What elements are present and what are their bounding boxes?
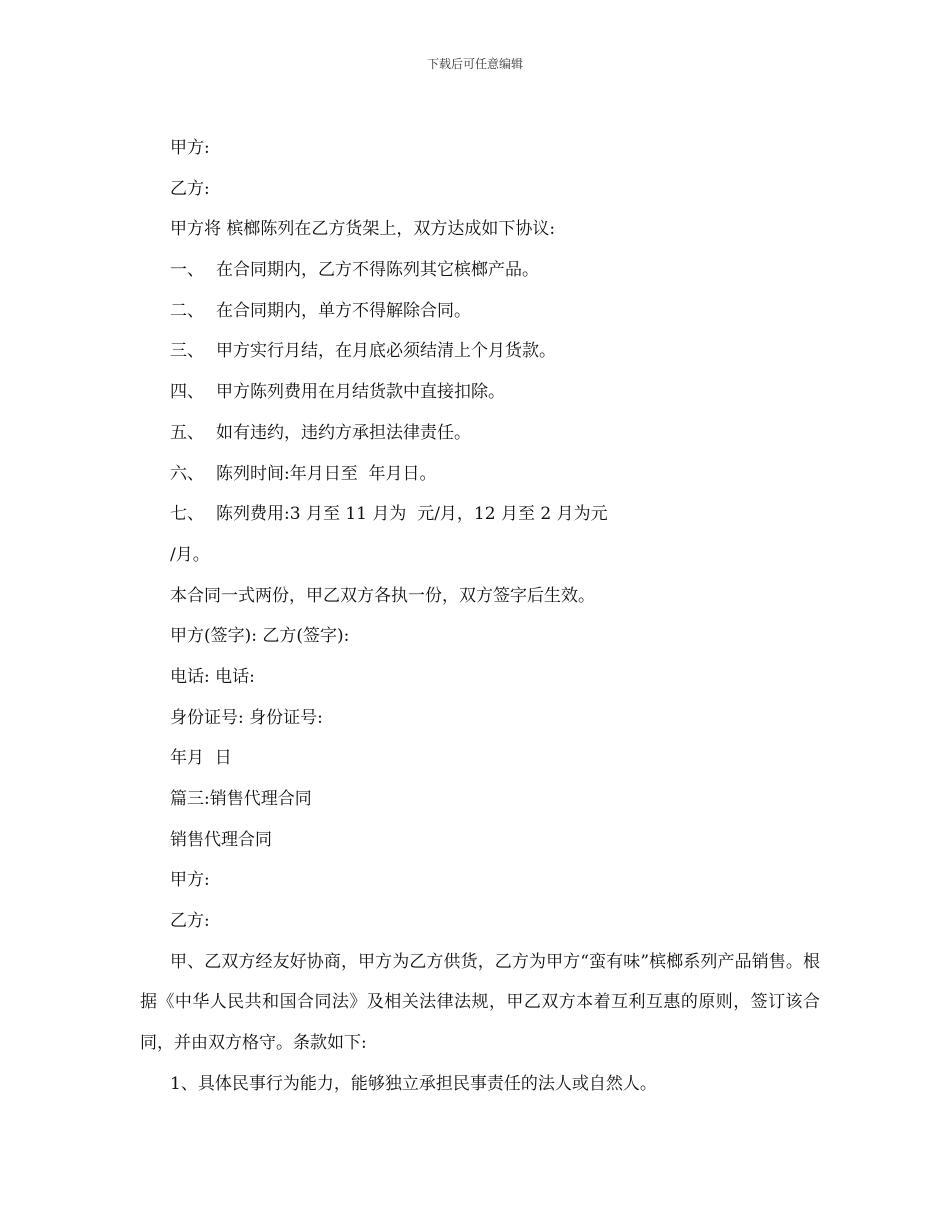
clause-number: 二、 — [170, 300, 204, 321]
header-note: 下载后可任意编辑 — [426, 57, 523, 71]
agreement-intro: 甲方将 槟榔陈列在乙方货架上，双方达成如下协议: — [170, 219, 556, 240]
clause-text: 如有违约，违约方承担法律责任。 — [216, 422, 471, 443]
clause-item — [140, 331, 820, 372]
clause-continuation: /月。 — [170, 544, 210, 565]
clause-number: 七、 — [170, 504, 204, 525]
party-a-line: 甲方: — [170, 870, 210, 891]
clause-number: 一、 — [170, 260, 204, 281]
signature-line: 甲方(签字): 乙方(签字): — [170, 626, 350, 647]
document-body — [140, 128, 820, 1105]
party-a-line: 甲方: — [170, 138, 210, 158]
clause-text: 在合同期内，单方不得解除合同。 — [216, 300, 471, 321]
clause-item — [140, 494, 820, 535]
clause-text: 甲方实行月结，在月底必须结清上个月货款。 — [216, 341, 556, 362]
clause-number: 五、 — [170, 422, 204, 443]
clause-item — [140, 372, 820, 413]
phone-line: 电话: 电话: — [170, 666, 255, 687]
clause-item — [140, 454, 820, 495]
party-b-line: 乙方: — [170, 911, 210, 932]
clause-text: 在合同期内，乙方不得陈列其它槟榔产品。 — [216, 260, 539, 281]
clause-1: 1、具体民事行为能力，能够独立承担民事责任的法人或自然人。 — [170, 1073, 657, 1094]
clause-text: 陈列时间:年月日至 年月日。 — [216, 463, 437, 484]
contract-intro-paragraph: 甲、乙双方经友好协商，甲方为乙方供货，乙方为甲方“蛮有味”槟榔系列产品销售。根据《中华人民共和国合同法》及相关法律法规，甲乙双方本着互利互惠的原则，签订该合同，并由双方格守。条款如下: — [140, 951, 820, 1054]
clause-number: 三、 — [170, 341, 204, 362]
date-line: 年月 日 — [170, 748, 232, 769]
id-number-line: 身份证号: 身份证号: — [170, 707, 323, 728]
clause-number: 六、 — [170, 463, 204, 484]
clause-number: 四、 — [170, 382, 204, 403]
contract-title: 销售代理合同 — [170, 829, 272, 850]
clause-text: 陈列费用:3 月至 11 月为 元/月，12 月至 2 月为元 — [216, 504, 608, 525]
clause-item — [140, 291, 820, 332]
closing-text: 本合同一式两份，甲乙双方各执一份，双方签字后生效。 — [170, 585, 595, 606]
clause-item — [140, 413, 820, 454]
clause-text: 甲方陈列费用在月结货款中直接扣除。 — [216, 382, 505, 403]
section-heading: 篇三:销售代理合同 — [170, 789, 312, 809]
clause-item — [140, 250, 820, 291]
party-b-line: 乙方: — [170, 178, 210, 199]
